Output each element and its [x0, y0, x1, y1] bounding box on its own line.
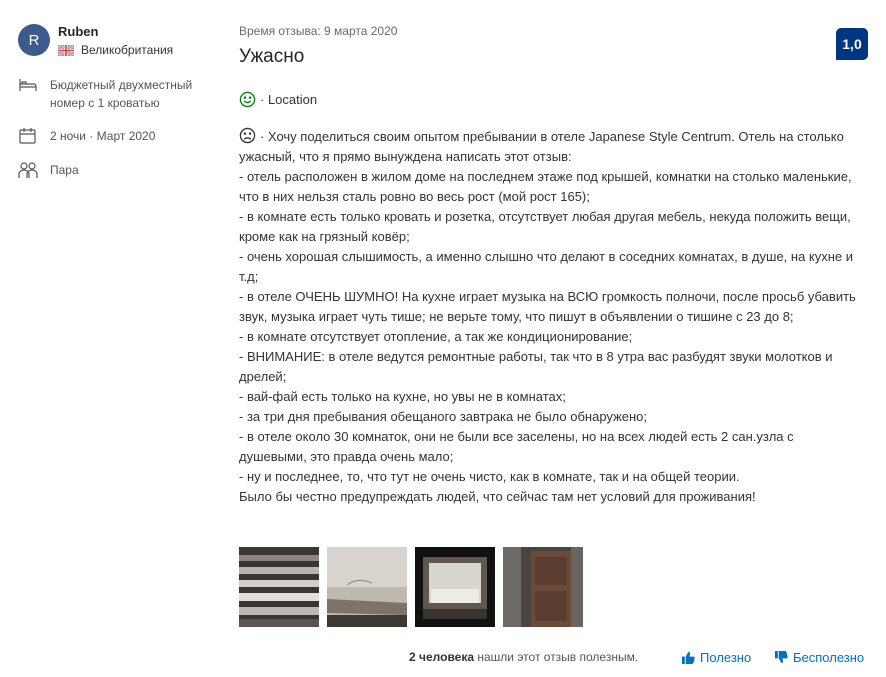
negative-line: - очень хорошая слышимость, а именно слышно что делают в соседних комнатах, в душе, на кухне и т.д;	[239, 249, 854, 284]
negative-line: - в комнате есть только кровать и розетка, отсутствует любая другая мебель, некуда положить вещи, кроме как на грязный ковёр;	[239, 209, 851, 244]
review-date: Время отзыва: 9 марта 2020	[239, 24, 398, 38]
calendar-icon	[18, 127, 38, 145]
not-helpful-button[interactable]	[775, 650, 864, 665]
people-icon	[18, 161, 38, 179]
helpful-button-label: Полезно	[700, 650, 752, 665]
reviewer-name: Ruben	[58, 24, 99, 39]
group-row	[18, 161, 79, 179]
score-badge: 1,0	[836, 28, 868, 60]
thumbs-down-icon	[775, 651, 788, 664]
country-label: Великобритания	[81, 43, 174, 57]
negative-block	[239, 127, 861, 507]
negative-line: - вай-фай есть только на кухне, но увы не в комнатах;	[239, 389, 566, 404]
review-title: Ужасно	[239, 46, 305, 67]
negative-line: - в комнате отсутствует отопление, а так же кондиционирование;	[239, 329, 633, 344]
helpful-text: нашли этот отзыв полезным.	[474, 650, 639, 664]
helpful-count: 2 человека	[409, 650, 475, 664]
negative-line: - ВНИМАНИЕ: в отеле ведутся ремонтные работы, так что в 8 утра вас разбудят звуки молотков и дрелей;	[239, 349, 833, 384]
smile-icon	[239, 91, 256, 108]
reviewer-country	[58, 43, 173, 57]
negative-line: - за три дня пребывания обещаного завтрака не было обнаружено;	[239, 409, 648, 424]
group-label: Пара	[50, 163, 79, 177]
helpful-button[interactable]	[682, 650, 751, 665]
frown-icon	[239, 127, 256, 144]
uk-flag-icon	[58, 45, 74, 56]
room-type-label: Бюджетный двухместный номер с 1 кроватью	[50, 78, 193, 110]
review-photo-1[interactable]	[239, 547, 319, 627]
review-photos	[239, 547, 591, 627]
negative-line: - отель расположен в жилом доме на последнем этаже под крышей, комнатки на столько маленькие, что в них нельзя сталь ровно во весь рост (мой рост 165);	[239, 169, 852, 204]
review-photo-2[interactable]	[327, 547, 407, 627]
negative-line: - в отеле ОЧЕНЬ ШУМНО! На кухне играет музыка на ВСЮ громкость полночи, после просьб убавить звук, музыка играет чуть тише; не верьте тому, что пишут в объявлении о тишине с 23 до 8;	[239, 289, 856, 324]
stay-label: 2 ночи · Март 2020	[50, 129, 156, 143]
negative-line: - ну и последнее, то, что тут не очень чисто, как в комнате, так и на общей теории.	[239, 469, 740, 484]
positive-text: · Location	[260, 92, 318, 107]
helpful-summary	[409, 650, 638, 664]
stay-row	[18, 127, 155, 145]
thumbs-up-icon	[682, 651, 695, 664]
room-type-row	[18, 76, 218, 112]
not-helpful-button-label: Бесполезно	[793, 650, 865, 665]
negative-line: · Хочу поделиться своим опытом пребывании в отеле Japanese Style Centrum. Отель на столько ужасный, что я прямо вынуждена написать этот отзыв:	[239, 129, 844, 164]
review-photo-3[interactable]	[415, 547, 495, 627]
bed-icon	[18, 76, 38, 94]
avatar: R	[18, 24, 50, 56]
positive-row	[239, 91, 317, 108]
review-photo-4[interactable]	[503, 547, 583, 627]
negative-line: Было бы честно предупреждать людей, что сейчас там нет условий для проживания!	[239, 489, 756, 504]
negative-line: - в отеле около 30 комнаток, они не были все заселены, но на всех людей есть 2 сан.узла с душевыми, это правда очень мало;	[239, 429, 794, 464]
